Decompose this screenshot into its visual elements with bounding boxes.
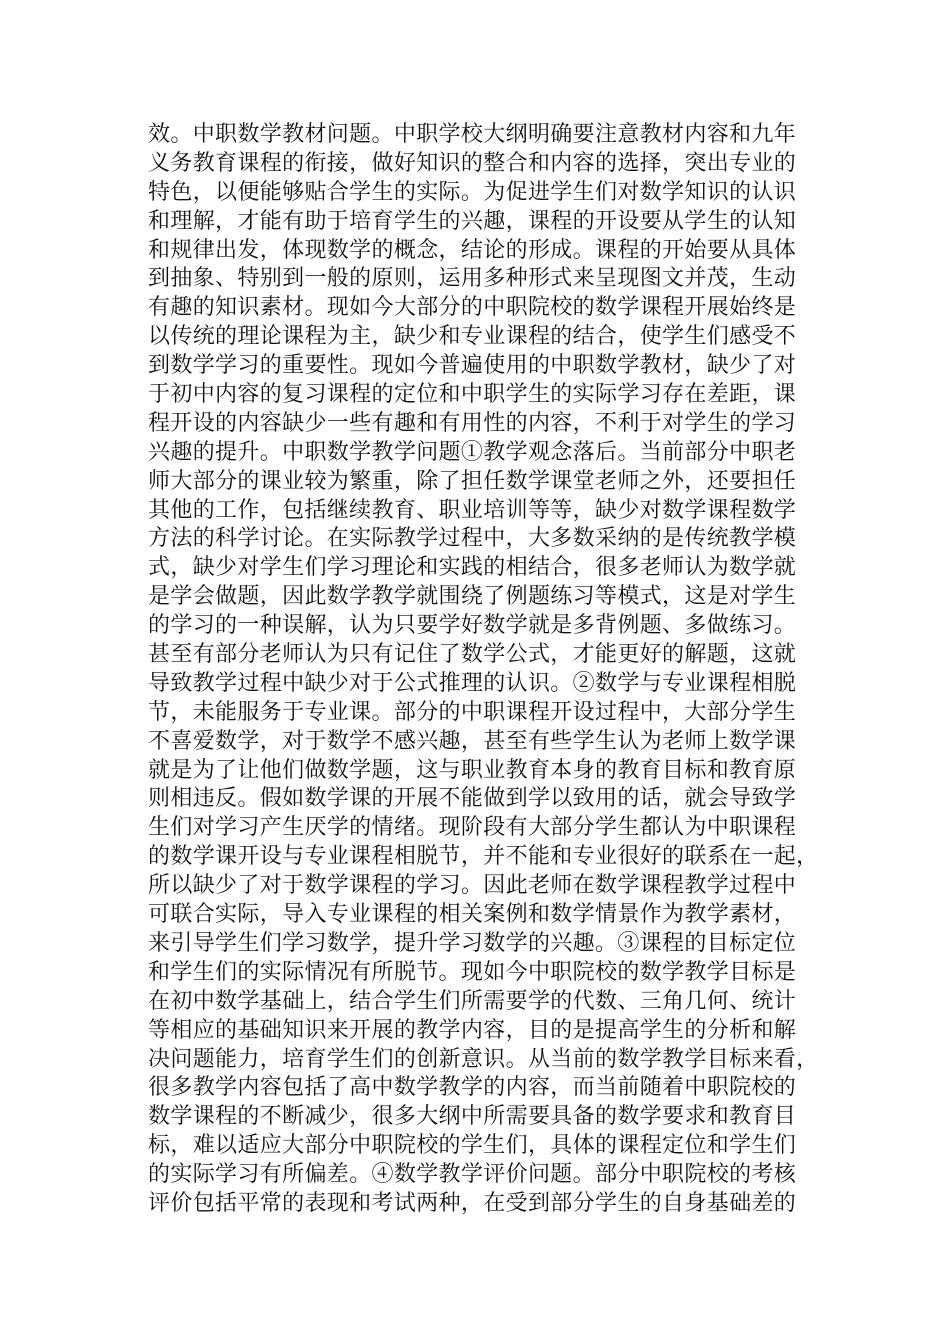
text-line: 则相违反。假如数学课的开展不能做到学以致用的话，就会导致学	[148, 786, 797, 812]
text-line: 的学习的一种误解，认为只要学好数学就是多背例题、多做练习。	[148, 613, 797, 639]
text-line: 和规律出发，体现数学的概念，结论的形成。课程的开始要从具体	[148, 237, 797, 263]
text-line: 是学会做题，因此数学教学就围绕了例题练习等模式，这是对学生	[148, 584, 797, 610]
text-line: 方法的科学讨论。在实际教学过程中，大多数采纳的是传统教学模	[148, 526, 797, 552]
text-line: 很多教学内容包括了高中数学教学的内容，而当前随着中职院校的	[148, 1075, 797, 1101]
text-line: 式，缺少对学生们学习理论和实践的相结合，很多老师认为数学就	[148, 555, 797, 581]
text-line: 决问题能力，培育学生们的创新意识。从当前的数学教学目标来看，	[148, 1046, 819, 1072]
text-line: 师大部分的课业较为繁重，除了担任数学课堂老师之外，还要担任	[148, 468, 797, 494]
text-line: 节，未能服务于专业课。部分的中职课程开设过程中，大部分学生	[148, 699, 797, 725]
text-line: 有趣的知识素材。现如今大部分的中职院校的数学课程开展始终是	[148, 295, 797, 321]
text-line: 来引导学生们学习数学，提升学习数学的兴趣。③课程的目标定位	[148, 930, 797, 956]
text-line: 就是为了让他们做数学题，这与职业教育本身的教育目标和教育原	[148, 757, 797, 783]
text-line: 其他的工作，包括继续教育、职业培训等等，缺少对数学课程数学	[148, 497, 797, 523]
text-line: 于初中内容的复习课程的定位和中职学生的实际学习存在差距，课	[148, 382, 797, 408]
text-line: 特色，以便能够贴合学生的实际。为促进学生们对数学知识的认识	[148, 179, 797, 205]
text-line: 所以缺少了对于数学课程的学习。因此老师在数学课程教学过程中	[148, 873, 797, 899]
text-line: 评价包括平常的表现和考试两种，在受到部分学生的自身基础差的	[148, 1190, 797, 1216]
text-line: 义务教育课程的衔接，做好知识的整合和内容的选择，突出专业的	[148, 150, 797, 176]
text-line: 到抽象、特别到一般的原则，运用多种形式来呈现图文并茂，生动	[148, 266, 797, 292]
text-line: 和学生们的实际情况有所脱节。现如今中职院校的数学教学目标是	[148, 959, 797, 985]
text-line: 兴趣的提升。中职数学教学问题①教学观念落后。当前部分中职老	[148, 439, 797, 465]
text-line: 在初中数学基础上，结合学生们所需要学的代数、三角几何、统计	[148, 988, 797, 1014]
text-line: 的实际学习有所偏差。④数学教学评价问题。部分中职院校的考核	[148, 1162, 797, 1188]
text-line: 可联合实际，导入专业课程的相关案例和数学情景作为教学素材，	[148, 902, 797, 928]
text-line: 和理解，才能有助于培育学生的兴趣，课程的开设要从学生的认知	[148, 208, 797, 234]
body-text	[148, 121, 819, 1219]
text-line: 生们对学习产生厌学的情绪。现阶段有大部分学生都认为中职课程	[148, 815, 797, 841]
text-line: 以传统的理论课程为主，缺少和专业课程的结合，使学生们感受不	[148, 324, 797, 350]
text-line: 数学课程的不断减少，很多大纲中所需要具备的数学要求和教育目	[148, 1104, 797, 1130]
text-line: 程开设的内容缺少一些有趣和有用性的内容，不利于对学生的学习	[148, 410, 797, 436]
text-line: 不喜爱数学，对于数学不感兴趣，甚至有些学生认为老师上数学课	[148, 728, 797, 754]
text-line: 的数学课开设与专业课程相脱节，并不能和专业很好的联系在一起，	[148, 844, 819, 870]
text-line: 标，难以适应大部分中职院校的学生们，具体的课程定位和学生们	[148, 1133, 797, 1159]
text-line: 甚至有部分老师认为只有记住了数学公式，才能更好的解题，这就	[148, 642, 797, 668]
text-line: 到数学学习的重要性。现如今普遍使用的中职数学教材，缺少了对	[148, 353, 797, 379]
text-line: 效。中职数学教材问题。中职学校大纲明确要注意教材内容和九年	[148, 122, 797, 147]
text-line: 等相应的基础知识来开展的教学内容，目的是提高学生的分析和解	[148, 1017, 797, 1043]
text-line: 导致教学过程中缺少对于公式推理的认识。②数学与专业课程相脱	[148, 670, 797, 696]
